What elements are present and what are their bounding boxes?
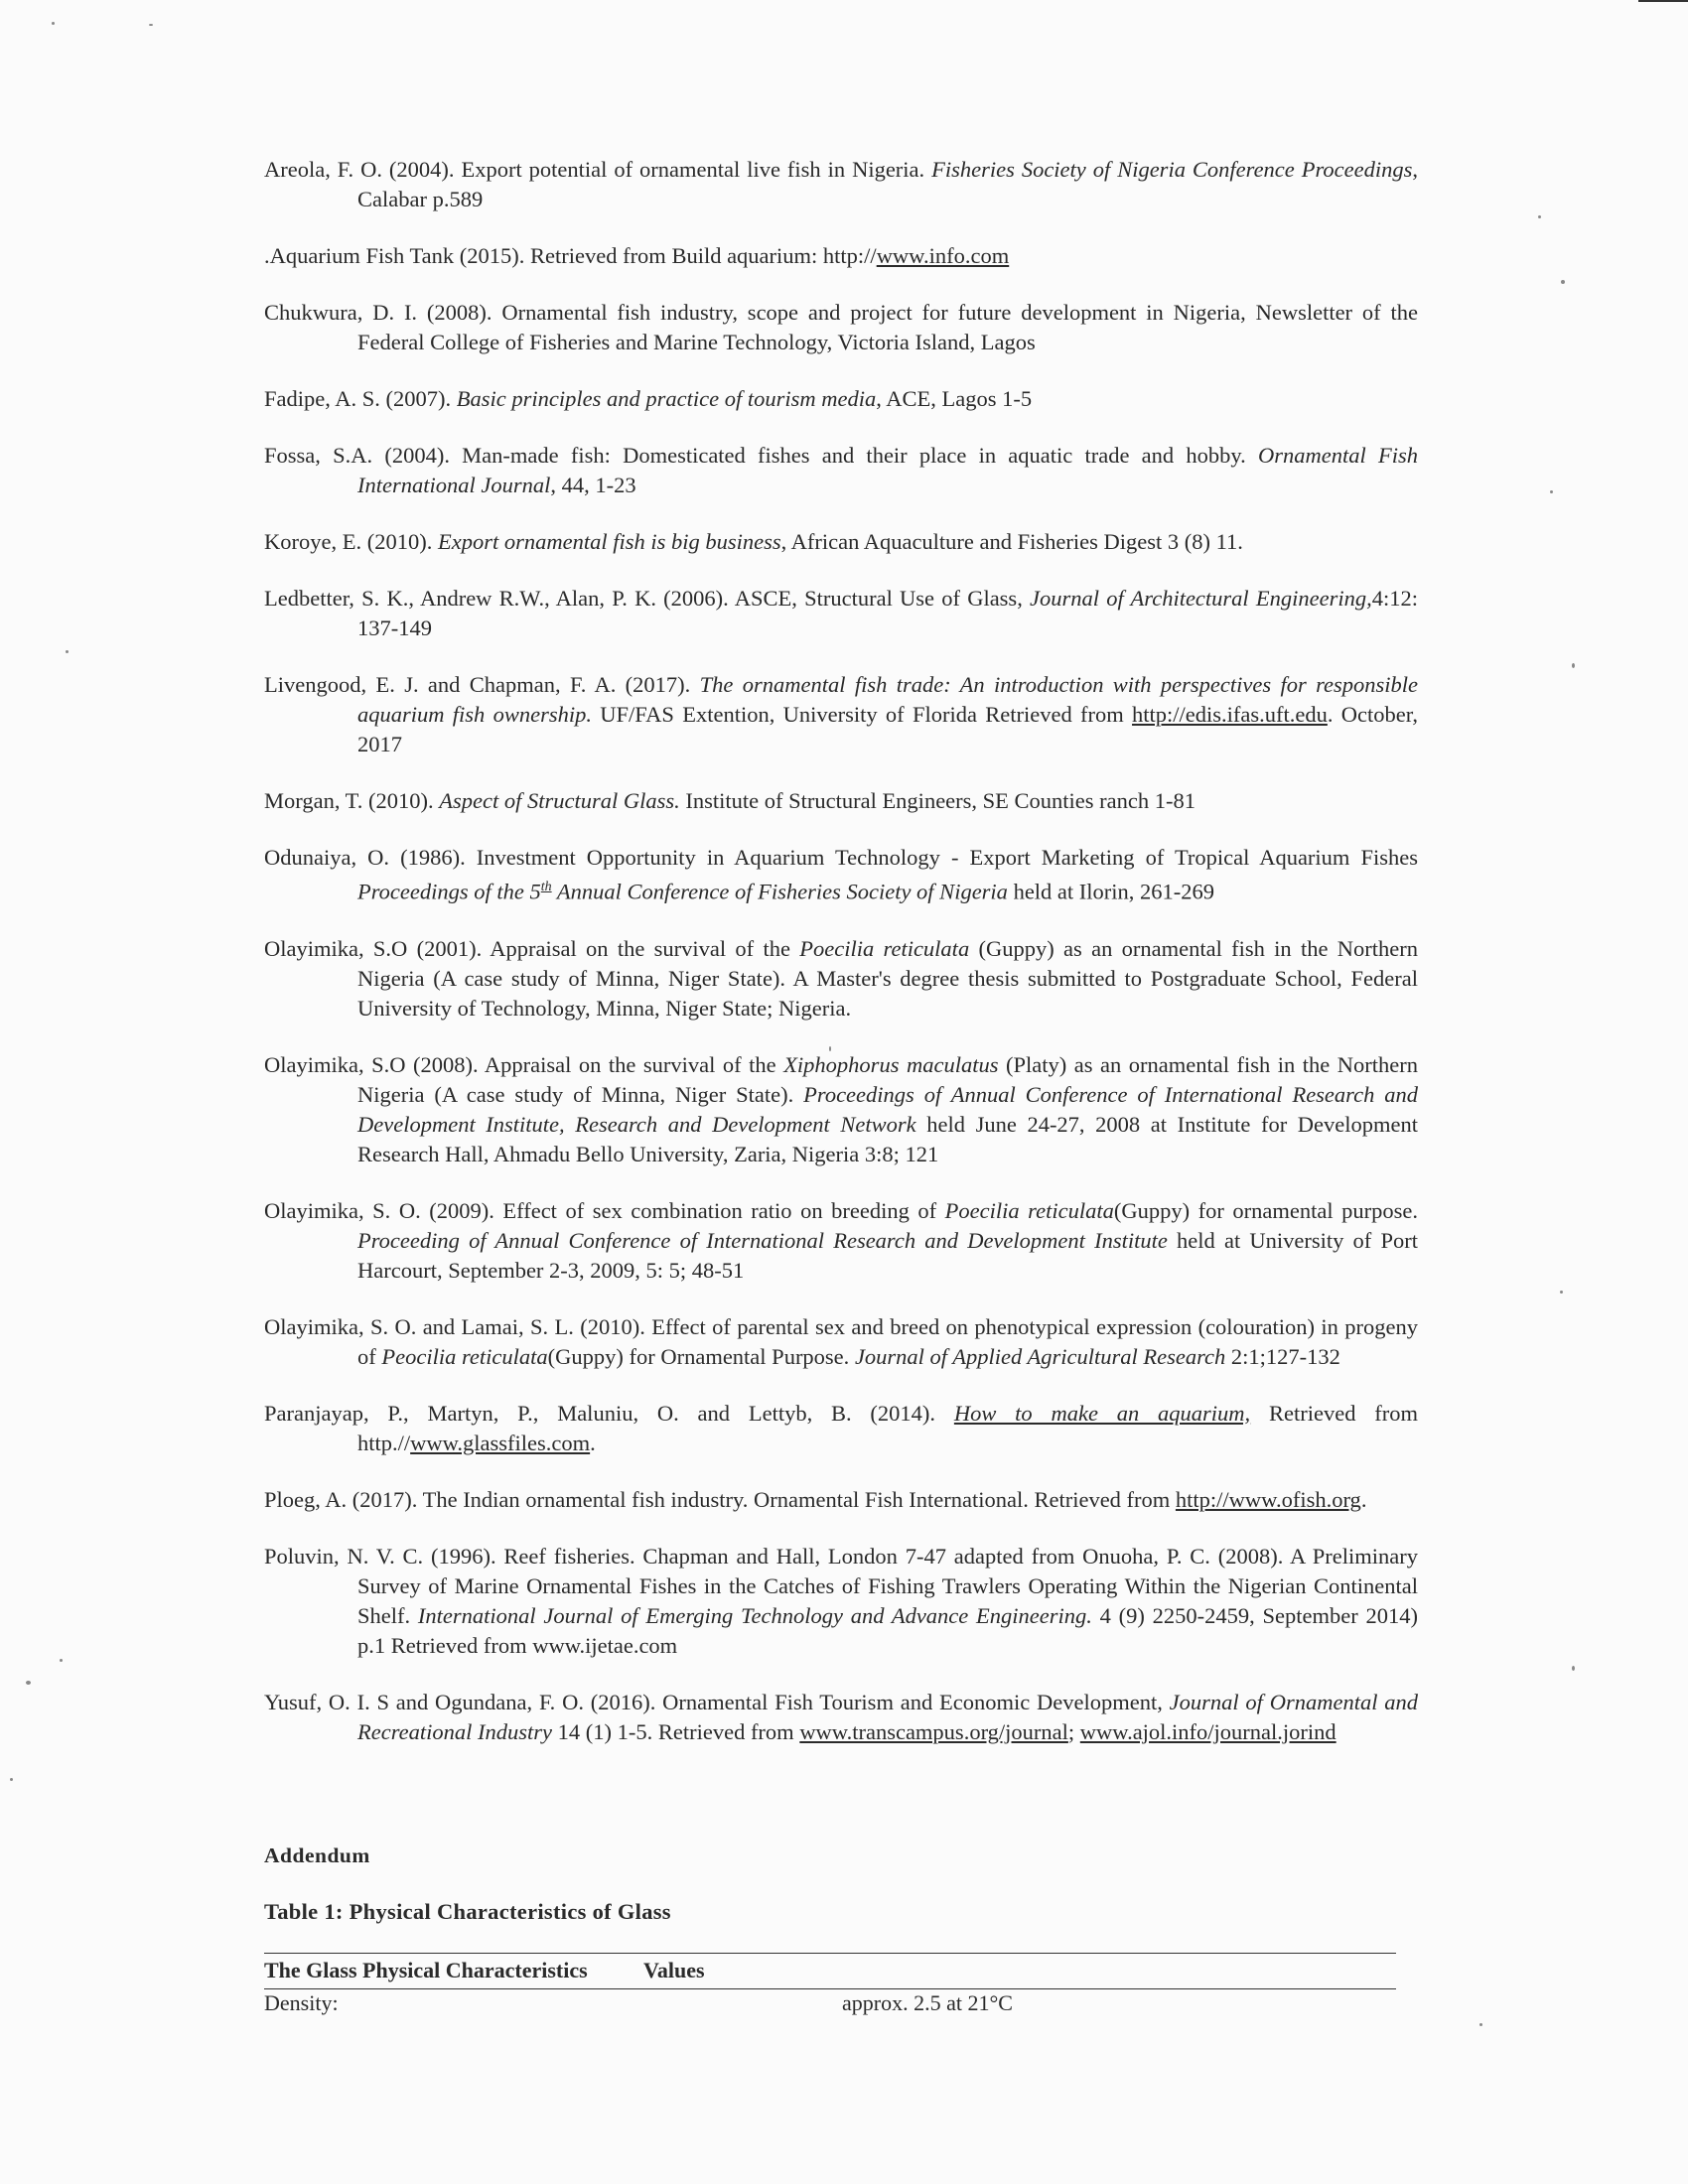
scan-speck [66, 650, 69, 653]
scan-speck [149, 24, 153, 26]
reference-text: Proceedings of Annual Conference of International Research and Development Institute, Research and Development Network [357, 1081, 1418, 1137]
reference-text: Proceeding of Annual Conference of International Research and Development Institute [357, 1227, 1168, 1253]
reference-text: , 44, 1-23 [550, 473, 636, 497]
reference-link: www.info.com [876, 243, 1010, 268]
reference-text: Xiphophorus maculatus [783, 1051, 999, 1077]
reference-text: Poecilia reticulata [799, 935, 970, 961]
reference-text: The ornamental fish trade: An introduction with perspectives for responsible aquarium fish ownership. [357, 672, 1419, 727]
reference-text: UF/FAS Extention, University of Florida Retrieved from [592, 702, 1133, 727]
reference-entry [264, 1688, 1418, 1747]
reference-text: Areola, F. O. (2004). Export potential of ornamental live fish in Nigeria. [264, 157, 932, 182]
reference-entry [264, 384, 1418, 414]
reference-text: , African Aquaculture and Fisheries Digest 3 (8) 11. [780, 529, 1243, 554]
reference-text: Olayimika, S. O. (2009). Effect of sex combination ratio on breeding of [264, 1197, 945, 1223]
reference-entry [264, 298, 1418, 357]
reference-link: www.ajol.info/journal.jorind [1079, 1718, 1336, 1744]
reference-text: Fisheries Society of Nigeria Conference Proceedings [931, 157, 1413, 182]
reference-entry [264, 1399, 1418, 1458]
reference-entry [264, 241, 1418, 271]
scan-speck [1550, 490, 1553, 493]
reference-text: .Aquarium Fish Tank (2015). Retrieved from Build aquarium: http:// [264, 243, 877, 268]
reference-text: Annual Conference of Fisheries Society of Nigeria [551, 879, 1008, 904]
scan-speck [10, 1778, 13, 1781]
reference-link: www.glassfiles.com [410, 1430, 591, 1455]
reference-entry [264, 527, 1418, 557]
reference-text: Odunaiya, O. (1986). Investment Opportunity in Aquarium Technology - Export Marketing of Tropical Aquarium Fishes [264, 845, 1418, 870]
reference-entry [264, 1196, 1418, 1286]
scan-speck [1572, 663, 1575, 668]
reference-link: http://edis.ifas.uft.edu [1132, 702, 1328, 727]
reference-text: Journal of Applied Agricultural Research [854, 1343, 1226, 1369]
reference-text: Poluvin, N. V. C. (1996). Reef fisheries. Chapman and Hall, London 7-47 adapted from Onuoha, P. C. (2008). A Preliminary Survey of Marine Ornamental Fishes in the Catches of Fishing Trawlers Operating Within the Nigerian Continental Shelf. [264, 1543, 1418, 1628]
reference-text: , Calabar p.589 [357, 157, 1418, 211]
reference-entry [264, 1485, 1418, 1515]
reference-entry [264, 786, 1418, 816]
reference-text: Journal of Ornamental and Recreational Industry [357, 1689, 1418, 1744]
reference-text: Fossa, S.A. (2004). Man-made fish: Domesticated fishes and their place in aquatic trade and hobby. [264, 443, 1259, 468]
reference-entry [264, 934, 1418, 1024]
reference-text: Institute of Structural Engineers, SE Counties ranch 1-81 [679, 788, 1196, 813]
reference-text: Journal of Architectural Engineering, [1030, 586, 1372, 611]
reference-link: How to make an aquarium, [953, 1400, 1251, 1426]
reference-text: Export ornamental fish is big business [437, 529, 781, 554]
reference-text: (Platy) as an ornamental fish in the Northern Nigeria (A case study of Minna, Niger State). [357, 1051, 1418, 1107]
reference-text: 4 (9) 2250-2459, September 2014) p.1 Retrieved from www.ijetae.com [357, 1602, 1418, 1658]
scan-speck [60, 1659, 63, 1662]
scan-speck [1561, 280, 1565, 284]
scan-edge-mark [1638, 0, 1688, 2]
reference-link: th [540, 880, 552, 894]
scan-speck [1479, 2023, 1482, 2026]
table-header-values: Values [643, 1958, 705, 1982]
reference-text: Yusuf, O. I. S and Ogundana, F. O. (2016). Ornamental Fish Tourism and Economic Development, [264, 1689, 1170, 1714]
reference-text: International Journal of Emerging Technology and Advance Engineering. [417, 1602, 1092, 1628]
reference-text: Aspect of Structural Glass. [439, 788, 680, 813]
reference-text: Proceedings of the 5 [357, 879, 541, 904]
reference-entry [264, 441, 1418, 500]
scan-speck [1560, 1291, 1563, 1294]
reference-text: Chukwura, D. I. (2008). Ornamental fish industry, scope and project for future development in Nigeria, Newsletter of the Federal College of Fisheries and Marine Technology, Victoria Island, Lagos [264, 300, 1418, 354]
scan-speck [1572, 1666, 1575, 1671]
reference-text: . [1360, 1486, 1367, 1512]
reference-text: held at Ilorin, 261-269 [1007, 879, 1215, 904]
reference-text: Basic principles and practice of tourism media [456, 386, 877, 411]
table-title: Table 1: Physical Characteristics of Glass [264, 1899, 671, 1924]
reference-text: Ledbetter, S. K., Andrew R.W., Alan, P. K. (2006). ASCE, Structural Use of Glass, [264, 586, 1031, 611]
reference-text: held June 24-27, 2008 at Institute for Development Research Hall, Ahmadu Bello University, Zaria, Nigeria 3:8; 121 [357, 1111, 1418, 1166]
addendum-heading: Addendum [264, 1843, 370, 1867]
reference-link: www.transcampus.org/journal [799, 1718, 1068, 1744]
table-top-rule [264, 1953, 1396, 1954]
reference-link: http://www.ofish.org [1175, 1486, 1361, 1512]
reference-text: Fadipe, A. S. (2007). [264, 386, 457, 411]
reference-text: Peocilia reticulata [381, 1343, 548, 1369]
reference-text: Ploeg, A. (2017). The Indian ornamental fish industry. Ornamental Fish International. Retrieved from [264, 1486, 1176, 1512]
reference-text: Olayimika, S.O (2008). Appraisal on the survival of the [264, 1051, 784, 1077]
reference-entry [264, 155, 1418, 214]
reference-text: (Guppy) for Ornamental Purpose. [547, 1343, 855, 1369]
table-header-characteristic: The Glass Physical Characteristics [264, 1958, 588, 1982]
reference-entry [264, 1050, 1418, 1169]
scan-speck [1538, 215, 1541, 218]
reference-text: Koroye, E. (2010). [264, 529, 438, 554]
reference-text: . October, 2017 [357, 702, 1418, 756]
reference-text: Livengood, E. J. and Chapman, F. A. (2017). [264, 672, 700, 697]
reference-text: Morgan, T. (2010). [264, 788, 440, 813]
reference-text: Poecilia reticulata [944, 1197, 1114, 1223]
reference-entry [264, 670, 1418, 759]
reference-list [264, 155, 1418, 1774]
reference-text: Olayimika, S. O. and Lamai, S. L. (2010). Effect of parental sex and breed on phenotypical expression (colouration) in progeny of [264, 1313, 1418, 1369]
reference-text: (Guppy) as an ornamental fish in the Northern Nigeria (A case study of Minna, Niger State). A Master's degree thesis submitted to Postgraduate School, Federal University of Technology, Minna, Niger State; Nigeria. [357, 935, 1419, 1021]
scan-speck [829, 1046, 831, 1051]
reference-text: 4:12: 137-149 [357, 586, 1419, 640]
reference-text: Ornamental Fish International Journal [357, 443, 1418, 497]
reference-text: , ACE, Lagos 1-5 [876, 386, 1033, 411]
reference-text: (Guppy) for ornamental purpose. [1113, 1197, 1418, 1223]
reference-entry [264, 1542, 1418, 1661]
reference-text: Paranjayap, P., Martyn, P., Maluniu, O. and Lettyb, B. (2014). [264, 1400, 954, 1426]
table-cell-value: approx. 2.5 at 21°C [842, 1990, 1013, 2015]
reference-text: . [590, 1430, 596, 1455]
reference-entry [264, 584, 1418, 643]
table-header-rule [264, 1988, 1396, 1989]
reference-text: 2:1;127-132 [1225, 1343, 1340, 1369]
reference-text: 14 (1) 1-5. Retrieved from [552, 1718, 800, 1744]
scan-speck [52, 22, 55, 25]
reference-text: Olayimika, S.O (2001). Appraisal on the survival of the [264, 935, 800, 961]
reference-text: ; [1067, 1718, 1080, 1744]
scan-speck [26, 1681, 31, 1685]
reference-text: held at University of Port Harcourt, September 2-3, 2009, 5: 5; 48-51 [357, 1227, 1418, 1283]
reference-text: Retrieved from http.// [357, 1400, 1418, 1455]
reference-entry [264, 1312, 1418, 1372]
reference-entry [264, 843, 1418, 907]
table-cell-property: Density: [264, 1990, 339, 2015]
